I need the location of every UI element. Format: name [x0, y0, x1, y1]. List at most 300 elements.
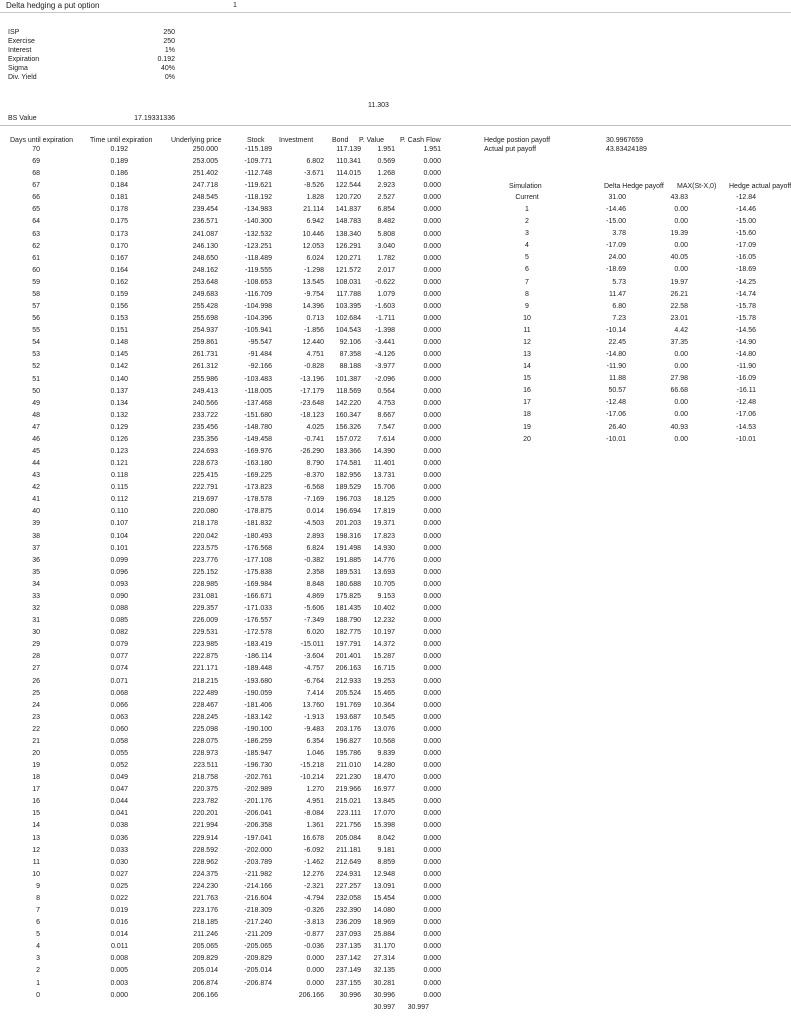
- cell-time[interactable]: 0.052: [110, 762, 128, 770]
- cell-stock[interactable]: -206.041: [244, 810, 272, 818]
- cell-bond[interactable]: 198.316: [335, 532, 361, 540]
- cell-inv[interactable]: -10.214: [300, 774, 324, 782]
- cell-pcf[interactable]: 0.000: [423, 653, 441, 661]
- sim-cell-actual[interactable]: -15.00: [736, 218, 756, 226]
- cell-bond[interactable]: 201.401: [335, 653, 361, 661]
- cell-pcf[interactable]: 0.000: [423, 894, 441, 902]
- cell-stock[interactable]: -112.748: [244, 170, 272, 178]
- cell-bond[interactable]: 237.142: [335, 955, 361, 963]
- sim-cell-actual[interactable]: -17.06: [736, 411, 756, 419]
- sim-cell-delta[interactable]: 5.73: [612, 278, 626, 286]
- cell-pcf[interactable]: 0.000: [423, 713, 441, 721]
- cell-time[interactable]: 0.005: [110, 967, 128, 975]
- cell-pcf[interactable]: 0.000: [423, 798, 441, 806]
- cell-days[interactable]: 32: [32, 605, 40, 613]
- cell-days[interactable]: 23: [32, 713, 40, 721]
- cell-bond[interactable]: 191.498: [335, 544, 361, 552]
- cell-days[interactable]: 4: [36, 943, 40, 951]
- cell-price[interactable]: 219.697: [192, 496, 218, 504]
- cell-bond[interactable]: 117.139: [336, 146, 361, 153]
- sim-cell-delta[interactable]: -11.90: [606, 363, 626, 371]
- cell-price[interactable]: 223.511: [193, 762, 218, 770]
- cell-time[interactable]: 0.027: [110, 870, 128, 878]
- cell-inv[interactable]: 2.893: [306, 532, 324, 540]
- cell-pval[interactable]: 25.884: [373, 931, 395, 939]
- cell-price[interactable]: 218.185: [192, 919, 218, 927]
- cell-days[interactable]: 10: [32, 870, 40, 878]
- cell-inv[interactable]: 6.802: [306, 158, 324, 166]
- cell-pval[interactable]: 18.125: [373, 496, 395, 504]
- cell-bond[interactable]: 196.703: [335, 496, 361, 504]
- cell-bond[interactable]: 189.531: [335, 568, 361, 576]
- cell-time[interactable]: 0.151: [110, 327, 128, 335]
- cell-pcf[interactable]: 0.000: [423, 907, 441, 915]
- cell-time[interactable]: 0.088: [110, 605, 128, 613]
- cell-pcf[interactable]: 0.000: [423, 435, 441, 443]
- cell-stock[interactable]: -169.976: [244, 448, 272, 455]
- cell-time[interactable]: 0.022: [110, 894, 128, 902]
- cell-bond[interactable]: 215.021: [335, 798, 361, 806]
- input-value[interactable]: 250: [163, 38, 175, 45]
- cell-price[interactable]: 261.731: [192, 351, 218, 359]
- cell-pval[interactable]: 31.170: [373, 943, 395, 951]
- cell-pval[interactable]: 14.280: [373, 762, 395, 770]
- cell-pval[interactable]: 17.070: [373, 810, 395, 818]
- cell-days[interactable]: 55: [32, 327, 40, 335]
- cell-pval[interactable]: 16.977: [373, 786, 395, 794]
- cell-inv[interactable]: 8.790: [306, 460, 324, 468]
- cell-time[interactable]: 0.099: [110, 556, 128, 564]
- sim-cell-sim[interactable]: 16: [523, 387, 531, 395]
- cell-pcf[interactable]: 0.000: [423, 737, 441, 745]
- sim-cell-max[interactable]: 0.00: [674, 266, 688, 274]
- cell-pcf[interactable]: 0.000: [423, 399, 441, 407]
- cell-bond[interactable]: 189.529: [335, 484, 361, 492]
- cell-stock[interactable]: -132.532: [244, 230, 272, 238]
- cell-pval[interactable]: -1.711: [375, 315, 395, 323]
- cell-time[interactable]: 0.164: [110, 266, 128, 274]
- cell-pval[interactable]: 8.482: [377, 218, 395, 226]
- cell-stock[interactable]: -151.680: [244, 411, 272, 419]
- cell-pcf[interactable]: 0.000: [423, 919, 441, 927]
- cell-bond[interactable]: 160.347: [335, 411, 361, 419]
- cell-time[interactable]: 0.000: [110, 991, 128, 999]
- cell-stock[interactable]: -203.789: [244, 858, 272, 866]
- cell-pval[interactable]: 2.527: [377, 194, 395, 202]
- cell-bond[interactable]: 156.326: [335, 423, 361, 431]
- cell-inv[interactable]: 206.166: [298, 991, 324, 999]
- cell-price[interactable]: 209.829: [192, 955, 218, 963]
- cell-days[interactable]: 58: [32, 290, 40, 298]
- sim-cell-delta[interactable]: -15.00: [606, 218, 626, 226]
- cell-days[interactable]: 41: [32, 496, 40, 504]
- cell-days[interactable]: 66: [32, 194, 40, 202]
- cell-pval[interactable]: 16.715: [373, 665, 395, 673]
- cell-days[interactable]: 39: [32, 520, 40, 528]
- cell-inv[interactable]: -6.568: [304, 484, 324, 492]
- cell-pcf[interactable]: 0.000: [423, 846, 441, 854]
- cell-pcf[interactable]: 0.000: [423, 967, 441, 975]
- cell-inv[interactable]: 1.828: [306, 194, 324, 202]
- cell-bond[interactable]: 101.387: [335, 375, 361, 383]
- cell-pval[interactable]: 19.253: [373, 677, 395, 685]
- input-value[interactable]: 1%: [164, 47, 175, 54]
- cell-days[interactable]: 9: [36, 882, 40, 890]
- cell-price[interactable]: 211.246: [193, 931, 218, 939]
- cell-pval[interactable]: 10.705: [373, 580, 395, 588]
- cell-time[interactable]: 0.189: [110, 158, 128, 166]
- cell-pval[interactable]: 15.454: [373, 894, 395, 902]
- cell-pcf[interactable]: 0.000: [423, 605, 441, 613]
- cell-stock[interactable]: -205.065: [244, 943, 272, 951]
- cell-time[interactable]: 0.121: [110, 460, 128, 468]
- cell-days[interactable]: 57: [32, 303, 40, 311]
- cell-stock[interactable]: -193.680: [244, 677, 272, 685]
- sim-cell-max[interactable]: 0.00: [674, 218, 688, 226]
- cell-bond[interactable]: 237.149: [335, 967, 361, 975]
- cell-bond[interactable]: 180.688: [335, 580, 361, 588]
- cell-pcf[interactable]: 0.000: [423, 544, 441, 552]
- cell-stock[interactable]: -148.780: [244, 423, 272, 431]
- cell-bond[interactable]: 121.572: [335, 266, 361, 274]
- cell-inv[interactable]: -3.604: [304, 653, 324, 661]
- cell-days[interactable]: 63: [32, 230, 40, 238]
- cell-price[interactable]: 206.166: [192, 991, 218, 999]
- cell-bond[interactable]: 205.084: [335, 834, 361, 842]
- cell-inv[interactable]: 13.545: [302, 278, 324, 286]
- cell-inv[interactable]: -1.298: [304, 266, 324, 274]
- cell-bond[interactable]: 206.163: [335, 665, 361, 673]
- cell-bond[interactable]: 175.825: [335, 592, 361, 600]
- cell-pval[interactable]: 30.281: [373, 979, 395, 987]
- cell-time[interactable]: 0.047: [110, 786, 128, 794]
- cell-pval[interactable]: 10.568: [373, 737, 395, 745]
- cell-pval[interactable]: 5.808: [377, 230, 395, 238]
- cell-time[interactable]: 0.167: [110, 254, 128, 262]
- cell-price[interactable]: 228.985: [192, 580, 218, 588]
- cell-inv[interactable]: 12.053: [302, 242, 324, 250]
- cell-pcf[interactable]: 0.000: [423, 689, 441, 697]
- actual-put-payoff-value[interactable]: 43.83424189: [606, 146, 647, 153]
- cell-time[interactable]: 0.008: [110, 955, 128, 963]
- cell-pcf[interactable]: 0.000: [423, 991, 441, 999]
- cell-inv[interactable]: -2.321: [304, 882, 324, 890]
- cell-stock[interactable]: -134.983: [244, 206, 272, 214]
- sim-cell-actual[interactable]: -12.48: [736, 399, 756, 407]
- cell-pval[interactable]: 6.854: [377, 206, 395, 214]
- cell-pval[interactable]: 9.181: [377, 846, 395, 854]
- cell-bond[interactable]: 212.933: [335, 677, 361, 685]
- cell-inv[interactable]: 0.000: [306, 967, 324, 975]
- sim-cell-sim[interactable]: 4: [525, 242, 529, 250]
- cell-stock[interactable]: -202.761: [244, 774, 272, 782]
- cell-pcf[interactable]: 0.000: [423, 303, 441, 311]
- cell-days[interactable]: 67: [32, 182, 40, 190]
- cell-inv[interactable]: -1.856: [304, 327, 324, 335]
- cell-bond[interactable]: 232.058: [335, 894, 361, 902]
- cell-stock[interactable]: -183.419: [244, 641, 272, 649]
- cell-pcf[interactable]: 0.000: [423, 484, 441, 492]
- cell-days[interactable]: 13: [32, 834, 40, 842]
- cell-stock[interactable]: -217.240: [244, 919, 272, 927]
- cell-pcf[interactable]: 0.000: [423, 363, 441, 371]
- cell-time[interactable]: 0.134: [110, 399, 128, 407]
- cell-stock[interactable]: -119.555: [244, 266, 272, 274]
- sim-cell-sim[interactable]: 12: [523, 338, 531, 346]
- cell-inv[interactable]: 1.270: [306, 786, 324, 794]
- cell-days[interactable]: 43: [32, 472, 40, 480]
- cell-price[interactable]: 255.428: [192, 303, 218, 311]
- cell-bond[interactable]: 191.769: [335, 701, 361, 709]
- cell-inv[interactable]: -1.913: [304, 713, 324, 721]
- cell-pcf[interactable]: 0.000: [423, 242, 441, 250]
- cell-time[interactable]: 0.077: [110, 653, 128, 661]
- cell-pval[interactable]: 11.401: [374, 460, 395, 468]
- cell-pcf[interactable]: 0.000: [423, 822, 441, 830]
- cell-price[interactable]: 235.356: [192, 435, 218, 443]
- cell-pcf[interactable]: 0.000: [423, 677, 441, 685]
- cell-pval[interactable]: 27.314: [373, 955, 395, 963]
- cell-inv[interactable]: -7.169: [304, 496, 324, 504]
- cell-price[interactable]: 253.648: [192, 278, 218, 286]
- sim-cell-actual[interactable]: -18.69: [736, 266, 756, 274]
- cell-pval[interactable]: 19.371: [373, 520, 395, 528]
- cell-price[interactable]: 249.683: [192, 290, 218, 298]
- cell-price[interactable]: 249.413: [192, 387, 218, 395]
- sim-cell-delta[interactable]: -18.69: [606, 266, 626, 274]
- cell-days[interactable]: 12: [32, 846, 40, 854]
- cell-stock[interactable]: -119.621: [244, 182, 272, 190]
- cell-stock[interactable]: -118.192: [244, 194, 272, 202]
- cell-pcf[interactable]: 0.000: [423, 158, 441, 166]
- cell-stock[interactable]: -185.947: [244, 750, 272, 757]
- cell-stock[interactable]: -202.989: [244, 786, 272, 794]
- cell-time[interactable]: 0.104: [110, 532, 128, 540]
- cell-stock[interactable]: -116.709: [244, 290, 272, 298]
- cell-inv[interactable]: 16.678: [302, 834, 324, 842]
- sim-cell-actual[interactable]: -14.80: [736, 351, 756, 359]
- cell-bond[interactable]: 102.684: [335, 315, 361, 323]
- cell-time[interactable]: 0.123: [110, 448, 128, 455]
- cell-stock[interactable]: -178.578: [244, 496, 272, 504]
- cell-stock[interactable]: -103.483: [244, 375, 272, 383]
- cell-pcf[interactable]: 0.000: [423, 194, 441, 202]
- cell-stock[interactable]: -214.166: [244, 882, 272, 890]
- sim-cell-max[interactable]: 0.00: [674, 363, 688, 371]
- cell-pval[interactable]: 10.364: [373, 701, 395, 709]
- cell-pval[interactable]: 14.390: [373, 448, 395, 455]
- cell-days[interactable]: 28: [32, 653, 40, 661]
- cell-price[interactable]: 228.245: [192, 713, 218, 721]
- sim-cell-actual[interactable]: -14.74: [736, 290, 756, 298]
- input-value[interactable]: 250: [163, 29, 175, 36]
- cell-pval[interactable]: 10.545: [373, 713, 395, 721]
- cell-inv[interactable]: 4.751: [306, 351, 324, 359]
- cell-price[interactable]: 259.861: [192, 339, 218, 347]
- cell-time[interactable]: 0.156: [110, 303, 128, 311]
- cell-inv[interactable]: -17.179: [300, 387, 324, 395]
- cell-pcf[interactable]: 0.000: [423, 448, 441, 455]
- sim-cell-delta[interactable]: 6.80: [612, 302, 626, 310]
- cell-inv[interactable]: -0.382: [304, 556, 324, 564]
- sim-cell-delta[interactable]: -14.46: [606, 206, 626, 214]
- cell-time[interactable]: 0.159: [110, 290, 128, 298]
- cell-stock[interactable]: -206.874: [244, 979, 272, 987]
- cell-pcf[interactable]: 0.000: [423, 943, 441, 951]
- cell-pcf[interactable]: 0.000: [423, 955, 441, 963]
- cell-time[interactable]: 0.016: [110, 919, 128, 927]
- cell-inv[interactable]: 4.025: [306, 423, 324, 431]
- cell-price[interactable]: 218.178: [192, 520, 218, 528]
- cell-pval[interactable]: 9.839: [377, 750, 395, 757]
- cell-inv[interactable]: 14.396: [302, 303, 324, 311]
- sim-cell-actual[interactable]: -16.11: [736, 387, 756, 395]
- cell-price[interactable]: 221.994: [192, 822, 218, 830]
- sim-cell-delta[interactable]: 11.47: [609, 290, 626, 298]
- cell-inv[interactable]: 12.440: [302, 339, 324, 347]
- cell-stock[interactable]: -149.458: [244, 435, 272, 443]
- cell-time[interactable]: 0.003: [110, 979, 128, 987]
- cell-price[interactable]: 241.087: [192, 230, 218, 238]
- cell-days[interactable]: 8: [36, 894, 40, 902]
- cell-time[interactable]: 0.085: [110, 617, 128, 625]
- cell-bond[interactable]: 232.390: [335, 907, 361, 915]
- cell-inv[interactable]: -15.011: [300, 641, 324, 649]
- cell-bond[interactable]: 188.790: [335, 617, 361, 625]
- cell-days[interactable]: 19: [32, 762, 40, 770]
- cell-pval[interactable]: 7.547: [377, 423, 395, 431]
- cell-time[interactable]: 0.096: [110, 568, 128, 576]
- sim-cell-max[interactable]: 0.00: [674, 399, 688, 407]
- cell-inv[interactable]: -23.648: [300, 399, 324, 407]
- cell-time[interactable]: 0.071: [110, 677, 128, 685]
- cell-stock[interactable]: -108.653: [244, 278, 272, 286]
- cell-stock[interactable]: -166.671: [244, 592, 272, 600]
- cell-stock[interactable]: -180.493: [244, 532, 272, 540]
- cell-bond[interactable]: 236.209: [335, 919, 361, 927]
- sim-cell-delta[interactable]: -10.14: [606, 326, 626, 334]
- cell-price[interactable]: 223.985: [192, 641, 218, 649]
- cell-pval[interactable]: 15.465: [373, 689, 395, 697]
- sim-cell-max[interactable]: 0.00: [674, 411, 688, 419]
- cell-pval[interactable]: 18.470: [373, 774, 395, 782]
- cell-time[interactable]: 0.162: [110, 278, 128, 286]
- cell-stock[interactable]: -115.189: [244, 146, 272, 153]
- cell-price[interactable]: 253.005: [192, 158, 218, 166]
- cell-days[interactable]: 42: [32, 484, 40, 492]
- cell-pval[interactable]: 7.614: [377, 435, 395, 443]
- cell-inv[interactable]: -9.483: [304, 725, 324, 733]
- cell-days[interactable]: 6: [36, 919, 40, 927]
- cell-stock[interactable]: -186.114: [244, 653, 272, 661]
- cell-time[interactable]: 0.036: [110, 834, 128, 842]
- input-value[interactable]: 0.192: [157, 56, 175, 63]
- cell-price[interactable]: 220.042: [192, 532, 218, 540]
- cell-bond[interactable]: 122.544: [335, 182, 361, 190]
- cell-inv[interactable]: -8.526: [304, 182, 324, 190]
- cell-bond[interactable]: 221.756: [335, 822, 361, 830]
- cell-price[interactable]: 225.152: [192, 568, 218, 576]
- cell-time[interactable]: 0.060: [110, 725, 128, 733]
- cell-pcf[interactable]: 1.951: [423, 146, 441, 153]
- cell-price[interactable]: 228.673: [192, 460, 218, 468]
- sim-cell-delta[interactable]: 31.00: [608, 194, 626, 201]
- sim-cell-sim[interactable]: 2: [525, 218, 529, 226]
- cell-pval[interactable]: 8.859: [377, 858, 395, 866]
- cell-pcf[interactable]: 0.000: [423, 556, 441, 564]
- cell-stock[interactable]: -95.547: [248, 339, 272, 347]
- cell-inv[interactable]: 4.951: [306, 798, 324, 806]
- cell-price[interactable]: 233.722: [192, 411, 218, 419]
- cell-stock[interactable]: -201.176: [244, 798, 272, 806]
- cell-price[interactable]: 246.130: [192, 242, 218, 250]
- cell-inv[interactable]: 1.046: [306, 750, 324, 757]
- cell-pval[interactable]: 10.197: [373, 629, 395, 637]
- cell-days[interactable]: 14: [32, 822, 40, 830]
- cell-bond[interactable]: 87.358: [339, 351, 361, 359]
- cell-bond[interactable]: 237.155: [335, 979, 361, 987]
- sim-cell-max[interactable]: 0.00: [674, 435, 688, 443]
- cell-pval[interactable]: 10.402: [373, 605, 395, 613]
- cell-pval[interactable]: -1.603: [375, 303, 395, 311]
- cell-stock[interactable]: -183.142: [244, 713, 272, 721]
- cell-pval[interactable]: -3.977: [375, 363, 395, 371]
- cell-time[interactable]: 0.066: [110, 701, 128, 709]
- cell-stock[interactable]: -109.771: [244, 158, 272, 166]
- cell-days[interactable]: 0: [36, 991, 40, 999]
- sim-cell-delta[interactable]: 24.00: [608, 254, 626, 262]
- sim-cell-actual[interactable]: -15.78: [736, 302, 756, 310]
- cell-days[interactable]: 36: [32, 556, 40, 564]
- cell-inv[interactable]: 0.014: [306, 508, 324, 516]
- cell-pval[interactable]: 1.782: [377, 254, 395, 262]
- sim-cell-sim[interactable]: 1: [525, 206, 529, 214]
- cell-days[interactable]: 53: [32, 351, 40, 359]
- sim-cell-actual[interactable]: -14.46: [736, 206, 756, 214]
- cell-time[interactable]: 0.184: [110, 182, 128, 190]
- cell-price[interactable]: 261.312: [192, 363, 218, 371]
- cell-time[interactable]: 0.140: [110, 375, 128, 383]
- sim-cell-max[interactable]: 40.93: [670, 423, 688, 431]
- cell-days[interactable]: 51: [32, 375, 40, 383]
- cell-stock[interactable]: -176.557: [244, 617, 272, 625]
- cell-pval[interactable]: 1.268: [377, 170, 395, 178]
- cell-pval[interactable]: 14.080: [373, 907, 395, 915]
- cell-price[interactable]: 228.467: [192, 701, 218, 709]
- cell-inv[interactable]: -0.877: [304, 931, 324, 939]
- cell-time[interactable]: 0.049: [110, 774, 128, 782]
- cell-time[interactable]: 0.041: [110, 810, 128, 818]
- sim-cell-max[interactable]: 43.83: [670, 194, 688, 201]
- cell-inv[interactable]: 0.713: [306, 315, 324, 323]
- cell-time[interactable]: 0.115: [111, 484, 128, 492]
- cell-time[interactable]: 0.014: [110, 931, 128, 939]
- cell-time[interactable]: 0.112: [111, 496, 128, 504]
- cell-price[interactable]: 236.571: [192, 218, 218, 226]
- sim-cell-max[interactable]: 19.39: [670, 230, 688, 238]
- cell-stock[interactable]: -209.829: [244, 955, 272, 963]
- cell-pval[interactable]: 14.372: [373, 641, 395, 649]
- sim-cell-sim[interactable]: 13: [523, 351, 531, 359]
- cell-stock[interactable]: -186.259: [244, 737, 272, 745]
- cell-pval[interactable]: 4.753: [377, 399, 395, 407]
- cell-pcf[interactable]: 0.000: [423, 290, 441, 298]
- cell-inv[interactable]: -6.764: [304, 677, 324, 685]
- cell-price[interactable]: 223.776: [192, 556, 218, 564]
- cell-time[interactable]: 0.011: [111, 943, 128, 951]
- cell-bond[interactable]: 191.885: [335, 556, 361, 564]
- sim-cell-actual[interactable]: -14.53: [736, 423, 756, 431]
